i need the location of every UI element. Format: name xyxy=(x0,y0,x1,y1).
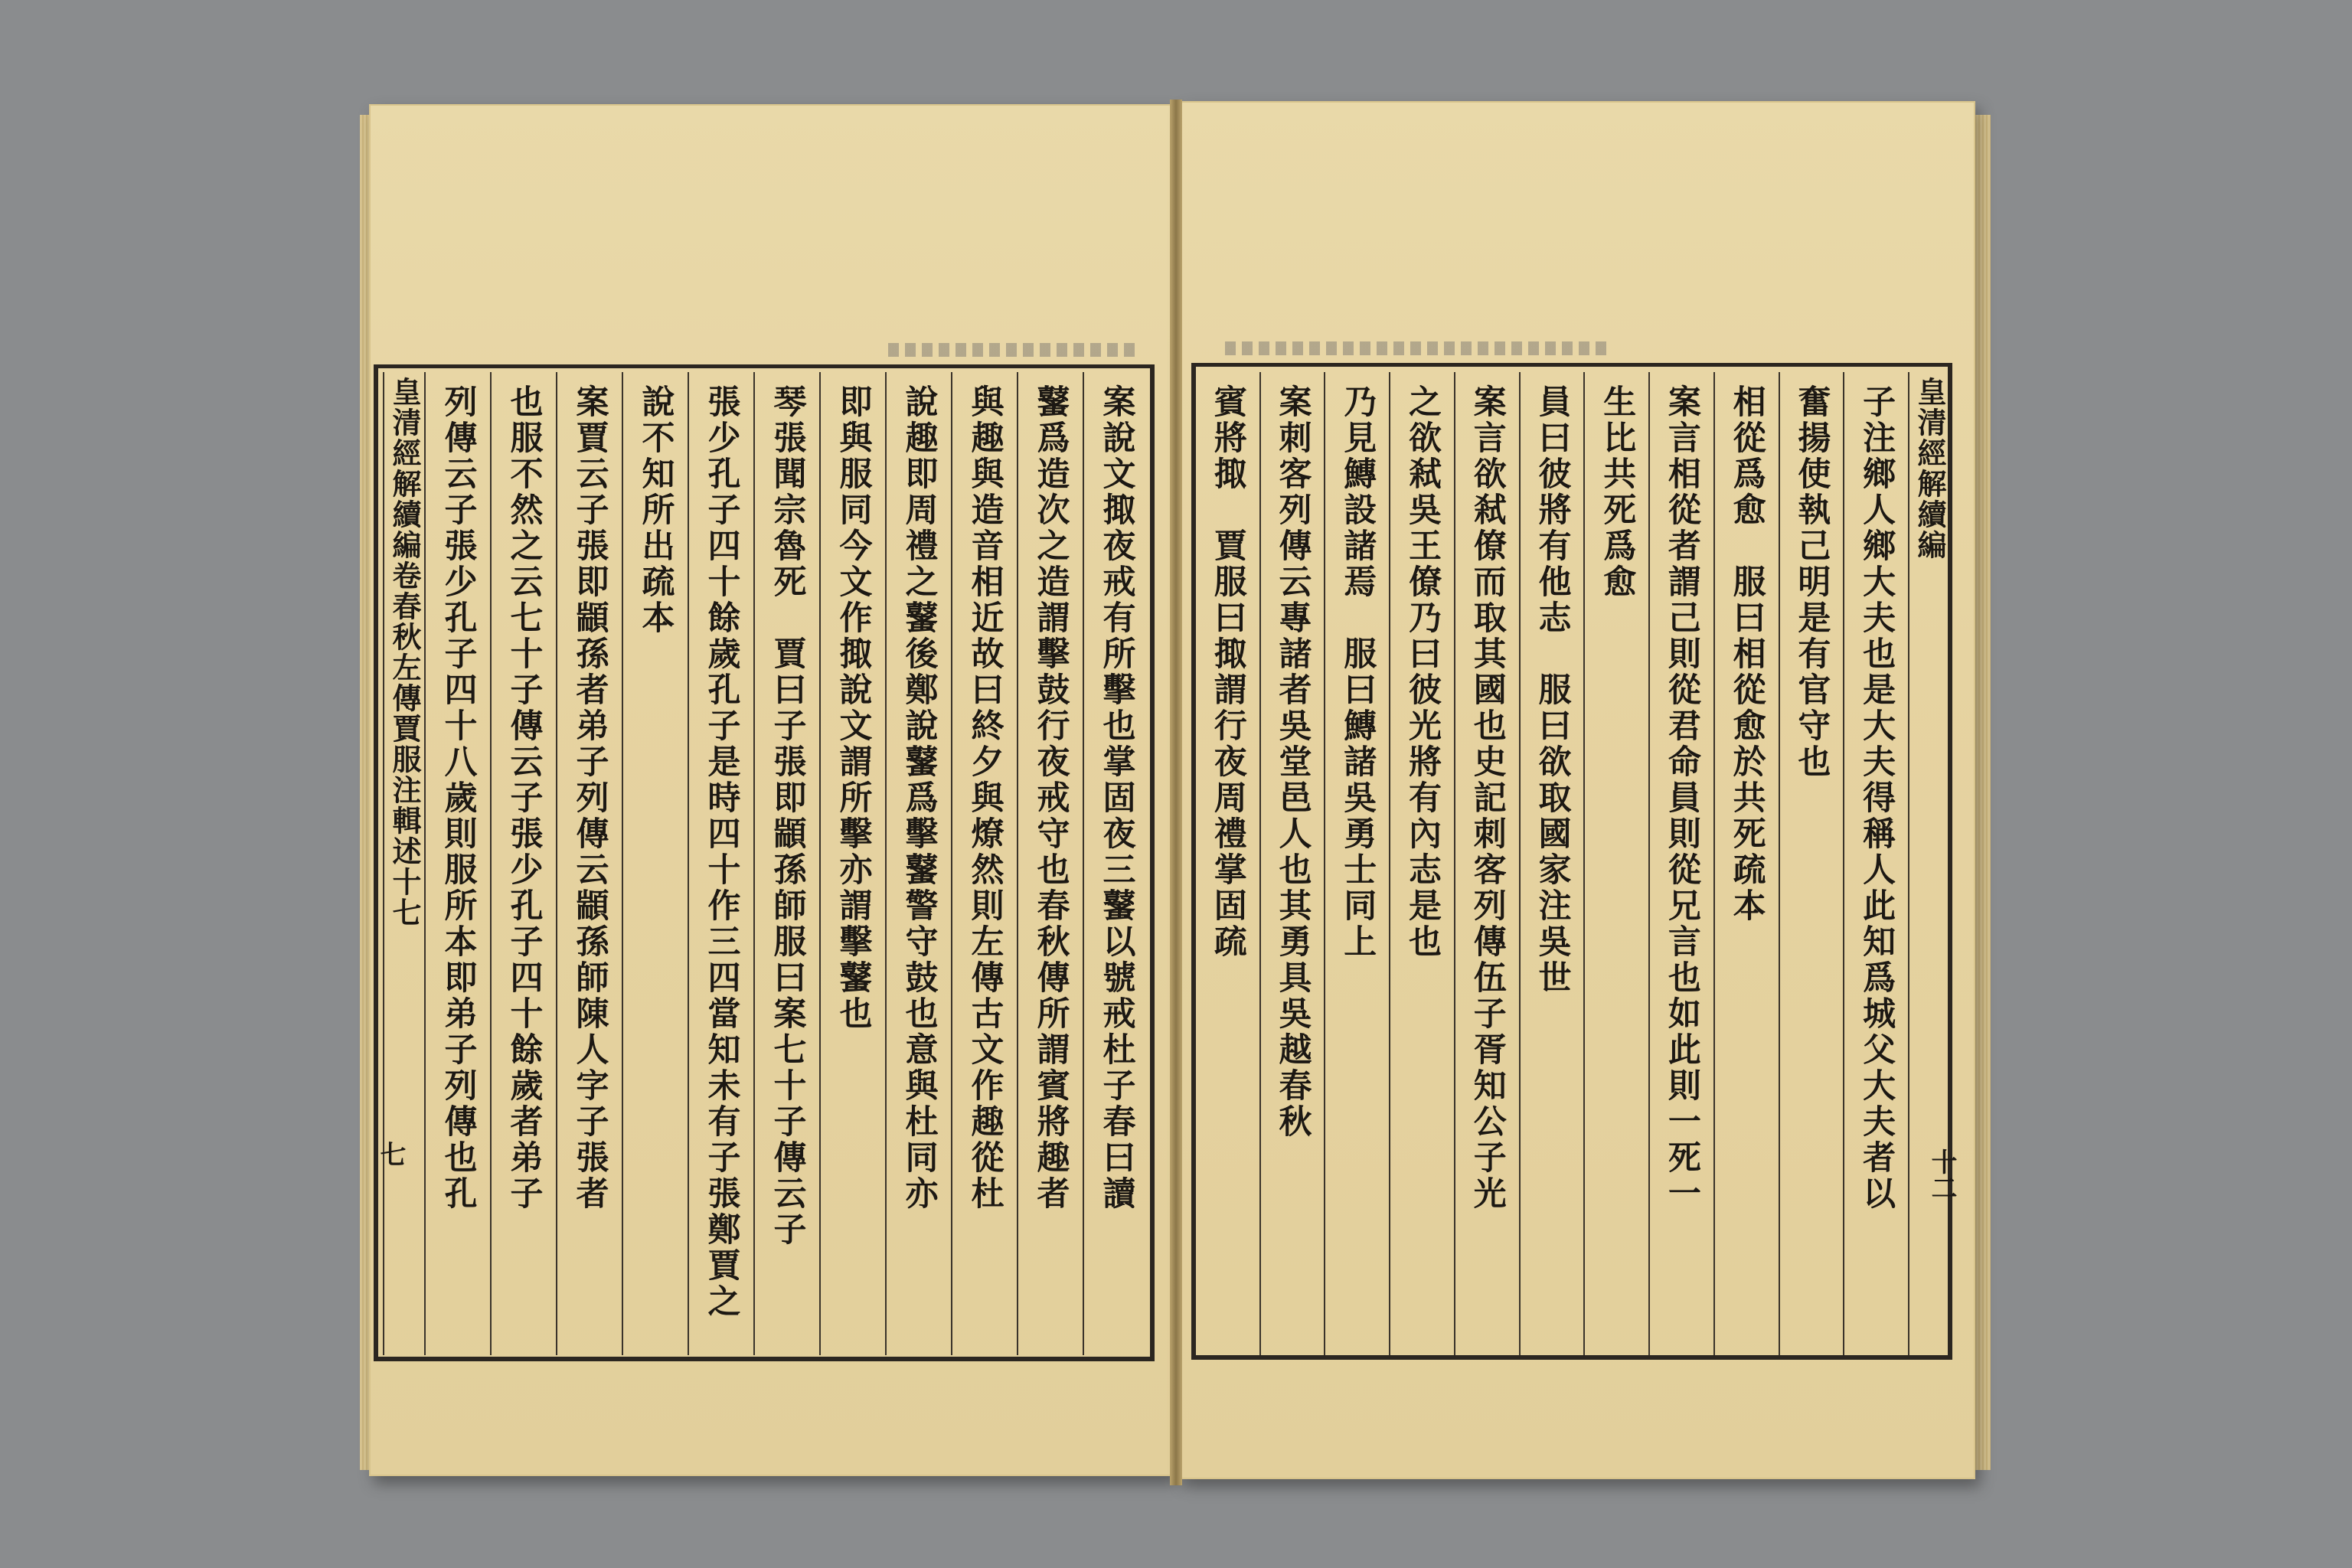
left-bleed-through-band xyxy=(888,343,1141,357)
left-folio-number: 七 xyxy=(375,1141,406,1167)
left-column-text-5: 即與服同今文作掫說文謂所擊亦謂擊鼜也 xyxy=(834,384,873,1032)
right-column-6 xyxy=(1519,372,1584,1355)
right-column-8 xyxy=(1389,372,1454,1355)
right-column-1 xyxy=(1843,372,1908,1355)
left-column-10 xyxy=(490,372,556,1355)
right-column-text-6: 員曰彼將有他志 服曰欲取國家注吳世 xyxy=(1533,384,1572,996)
left-column-text-11: 列傳云子張少孔子四十八歲則服所本即弟子列傳也孔 xyxy=(439,384,478,1212)
left-column-text-6: 琴張聞宗魯死 賈曰子張即顓孫師服曰案七十子傳云子 xyxy=(768,384,807,1248)
left-text-columns xyxy=(383,372,1148,1355)
right-column-text-4: 案言相從者謂己則從君命員則從兄言也如此則一死一 xyxy=(1662,384,1701,1212)
right-column-text-3: 相從爲愈 服曰相從愈於共死疏本 xyxy=(1727,384,1766,924)
right-column-text-11: 賓將掫 賈服曰掫謂行夜周禮掌固疏 xyxy=(1208,384,1247,960)
left-banner-text: 皇清經解續編卷春秋左傳賈服注輯述十七 xyxy=(387,377,422,928)
right-column-3 xyxy=(1713,372,1779,1355)
left-column-text-7: 張少孔子四十餘歲孔子是時四十作三四當知未有子張鄭賈之 xyxy=(702,384,741,1320)
left-column-7 xyxy=(688,372,753,1355)
left-column-text-9: 案賈云子張即顓孫者弟子列傳云顓孫師陳人字子張者 xyxy=(570,384,609,1212)
left-column-text-2: 鼜爲造次之造謂擊鼓行夜戒守也春秋傳所謂賓將趣者 xyxy=(1031,384,1070,1212)
right-column-text-8: 之欲弒吳王僚乃曰彼光將有內志是也 xyxy=(1403,384,1442,960)
right-column-7 xyxy=(1454,372,1519,1355)
left-banner-column xyxy=(383,372,424,1355)
right-column-9 xyxy=(1324,372,1389,1355)
right-column-11 xyxy=(1196,372,1259,1355)
left-column-11 xyxy=(424,372,490,1355)
book-gutter xyxy=(1170,100,1182,1485)
right-column-text-9: 乃見鱄設諸焉 服曰鱄諸吳勇士同上 xyxy=(1338,384,1377,960)
right-column-text-2: 奮揚使執己明是有官守也 xyxy=(1792,384,1831,780)
left-column-text-1: 案說文掫夜戒有所擊也掌固夜三鼜以號戒杜子春曰讀 xyxy=(1097,384,1136,1212)
right-column-10 xyxy=(1259,372,1325,1355)
left-column-text-3: 與趣與造音相近故曰終夕與燎然則左傳古文作趣從杜 xyxy=(965,384,1004,1212)
right-column-text-1: 子注鄉人鄉大夫也是大夫得稱人此知爲城父大夫者以 xyxy=(1857,384,1896,1212)
right-column-text-5: 生比共死爲愈 xyxy=(1598,384,1637,600)
left-column-1 xyxy=(1083,372,1148,1355)
right-text-columns xyxy=(1196,372,1949,1355)
left-column-5 xyxy=(819,372,885,1355)
left-column-6 xyxy=(753,372,819,1355)
right-folio-number: 十二 xyxy=(1926,1148,1957,1200)
right-column-text-10: 案刺客列傳云專諸者吳堂邑人也其勇具吳越春秋 xyxy=(1273,384,1312,1140)
right-banner-column xyxy=(1908,372,1949,1355)
right-column-4 xyxy=(1648,372,1713,1355)
left-column-text-10: 也服不然之云七十子傳云子張少孔子四十餘歲者弟子 xyxy=(505,384,544,1212)
left-column-3 xyxy=(951,372,1017,1355)
left-column-text-8: 說不知所出疏本 xyxy=(636,384,675,636)
right-banner-text: 皇清經解續編 xyxy=(1913,377,1947,560)
right-column-2 xyxy=(1779,372,1844,1355)
left-column-text-4: 說趣即周禮之鼜後鄭說鼜爲擊鼜警守鼓也意與杜同亦 xyxy=(900,384,939,1212)
right-column-text-7: 案言欲弒僚而取其國也史記刺客列傳伍子胥知公子光 xyxy=(1468,384,1507,1212)
right-bleed-through-band xyxy=(1225,341,1608,355)
left-column-8 xyxy=(622,372,688,1355)
left-column-9 xyxy=(556,372,622,1355)
left-column-2 xyxy=(1017,372,1083,1355)
right-column-5 xyxy=(1583,372,1648,1355)
left-column-4 xyxy=(885,372,951,1355)
